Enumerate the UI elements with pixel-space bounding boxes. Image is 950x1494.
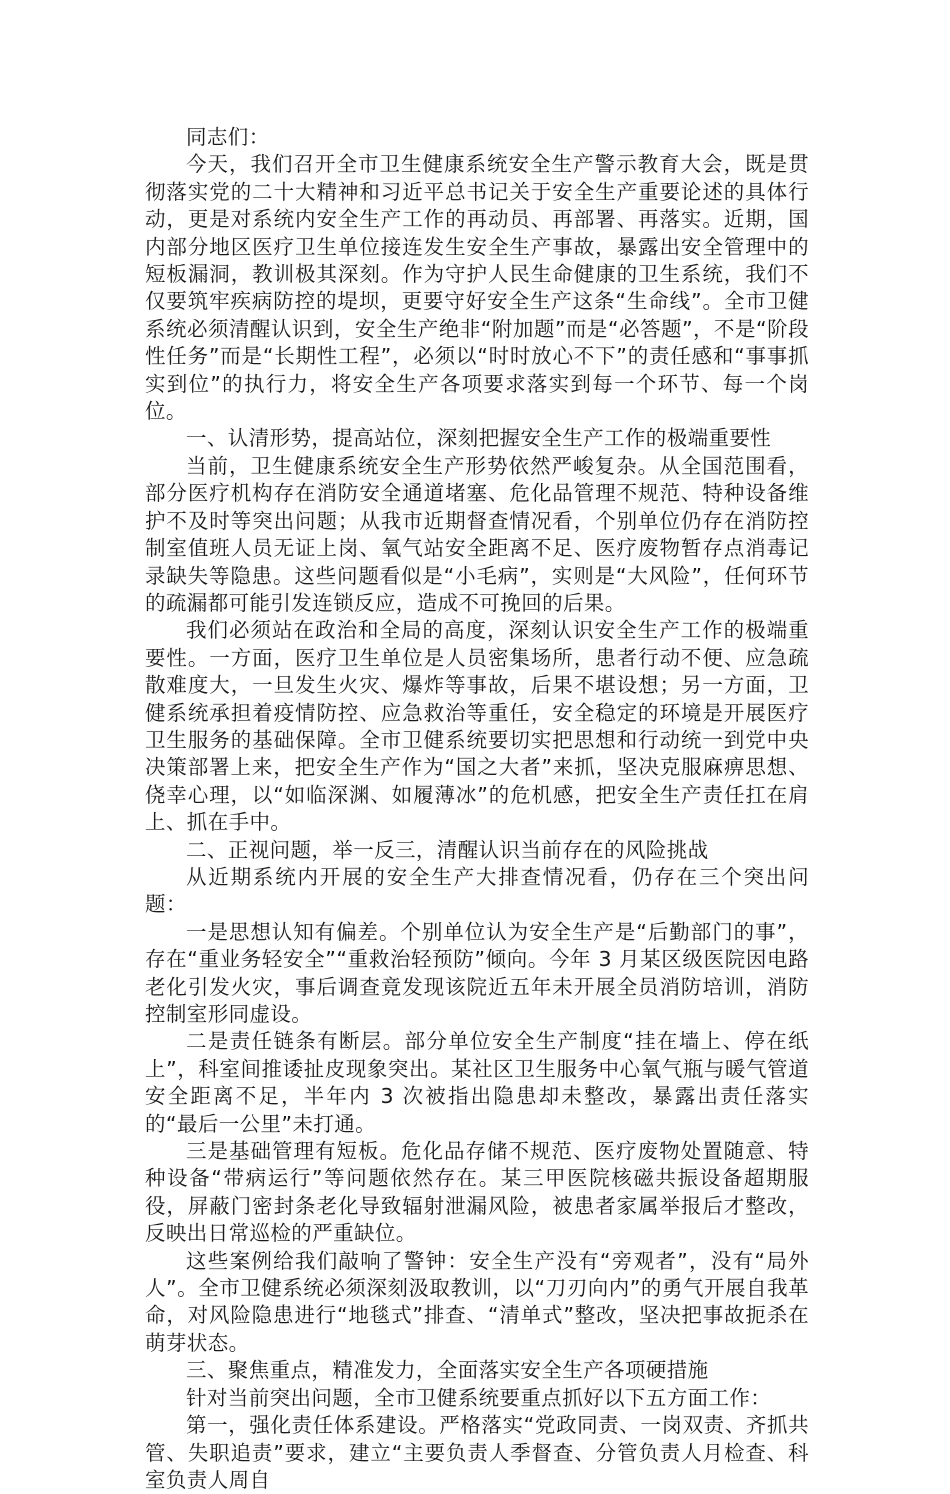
paragraph: 从近期系统内开展的安全生产大排查情况看，仍存在三个突出问题： [145,864,809,917]
paragraph: 二是责任链条有断层。部分单位安全生产制度“挂在墙上、停在纸上”，科室间推诿扯皮现象突出。某社区卫生服务中心氧气瓶与暖气管道安全距离不足，半年内 3 次被指出隐患却未整改，暴露出责任落实的“最后一公里”未打通。 [145,1029,809,1136]
document-page [145,124,809,1494]
paragraph: 第一，强化责任体系建设。严格落实“党政同责、一岗双责、齐抓共管、失职追责”要求，建立“主要负责人季督查、分管负责人月检查、科室负责人周自 [145,1413,809,1492]
paragraph: 针对当前突出问题，全市卫健系统要重点抓好以下五方面工作： [186,1385,772,1410]
paragraph: 这些案例给我们敲响了警钟：安全生产没有“旁观者”，没有“局外人”。全市卫健系统必须深刻汲取教训，以“刀刃向内”的勇气开展自我革命，对风险隐患进行“地毯式”排查、“清单式”整改，坚决把事故扼杀在萌芽状态。 [145,1248,809,1355]
section-heading-3: 三、聚焦重点，精准发力，全面落实安全生产各项硬措施 [186,1358,709,1383]
paragraph-intro: 今天，我们召开全市卫生健康系统安全生产警示教育大会，既是贯彻落实党的二十大精神和习近平总书记关于安全生产重要论述的具体行动，更是对系统内安全生产工作的再动员、再部署、再落实。近期，国内部分地区医疗卫生单位接连发生安全生产事故，暴露出安全管理中的短板漏洞，教训极其深刻。作为守护人民生命健康的卫生系统，我们不仅要筑牢疾病防控的堤坝，更要守好安全生产这条“生命线”。全市卫健系统必须清醒认识到，安全生产绝非“附加题”而是“必答题”，不是“阶段性任务”而是“长期性工程”，必须以“时时放心不下”的责任感和“事事抓实到位”的执行力，将安全生产各项要求落实到每一个环节、每一个岗位。 [145,152,809,424]
section-heading-1: 一、认清形势，提高站位，深刻把握安全生产工作的极端重要性 [186,426,772,451]
paragraph: 一是思想认知有偏差。个别单位认为安全生产是“后勤部门的事”，存在“重业务轻安全”“重救治轻预防”倾向。今年 3 月某区级医院因电路老化引发火灾，事后调查竟发现该院近五年未开展全员消防培训，消防控制室形同虚设。 [145,919,809,1026]
salutation: 同志们： [186,125,270,149]
paragraph: 三是基础管理有短板。危化品存储不规范、医疗废物处置随意、特种设备“带病运行”等问题依然存在。某三甲医院核磁共振设备超期服役，屏蔽门密封条老化导致辐射泄漏风险，被患者家属举报后才整改，反映出日常巡检的严重缺位。 [145,1139,809,1246]
paragraph: 当前，卫生健康系统安全生产形势依然严峻复杂。从全国范围看，部分医疗机构存在消防安全通道堵塞、危化品管理不规范、特种设备维护不及时等突出问题；从我市近期督查情况看，个别单位仍存在消防控制室值班人员无证上岗、氧气站安全距离不足、医疗废物暂存点消毒记录缺失等隐患。这些问题看似是“小毛病”，实则是“大风险”，任何环节的疏漏都可能引发连锁反应，造成不可挽回的后果。 [145,453,809,615]
paragraph: 我们必须站在政治和全局的高度，深刻认识安全生产工作的极端重要性。一方面，医疗卫生单位是人员密集场所，患者行动不便、应急疏散难度大，一旦发生火灾、爆炸等事故，后果不堪设想；另一方面，卫健系统承担着疫情防控、应急救治等重任，安全稳定的环境是开展医疗卫生服务的基础保障。全市卫健系统要切实把思想和行动统一到党中央决策部署上来，把安全生产作为“国之大者”来抓，坚决克服麻痹思想、侥幸心理，以“如临深渊、如履薄冰”的危机感，把安全生产责任扛在肩上、抓在手中。 [145,618,809,835]
section-heading-2: 二、正视问题，举一反三，清醒认识当前存在的风险挑战 [186,837,709,862]
